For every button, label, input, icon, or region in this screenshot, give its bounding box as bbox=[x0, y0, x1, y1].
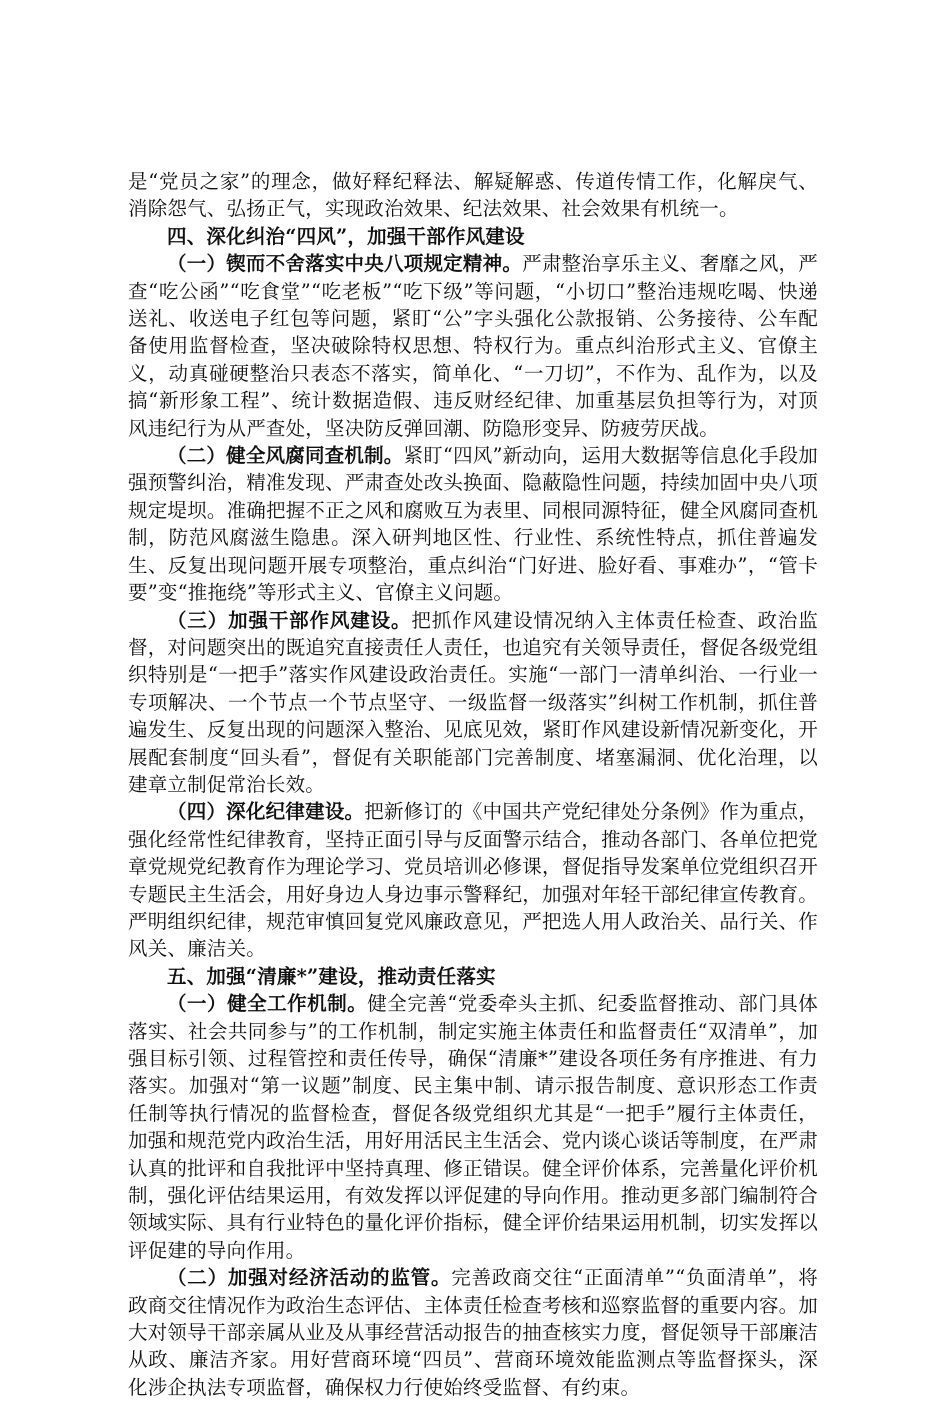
paragraph-lead: （二）加强对经济活动的监管。 bbox=[167, 1266, 452, 1290]
document-page bbox=[128, 168, 818, 1401]
paragraph-body: 健全完善“党委牵头主抓、纪委监督推动、部门具体落实、社会共同参与”的工作机制，制定实施主体责任和监督责任“双清单”，加强目标引领、过程管控和责任传导，确保“清廉*”建设各项任务有序推进、有力落实。加强对“第一议题”制度、民主集中制、请示报告制度、意识形态工作责任制等执行情况的监督检查，督促各级党组织尤其是“一把手”履行主体责任，加强和规范党内政治生活，用好用活民主生活会、党内谈心谈话等制度，在严肃认真的批评和自我批评中坚持真理、修正错误。健全评价体系，完善量化评价机制，强化评估结果运用，有效发挥以评促建的导向作用。推动更多部门编制符合领域实际、具有行业特色的量化评价指标，健全评价结果运用机制，切实发挥以评促建的导向作用。 bbox=[128, 992, 818, 1262]
paragraph-body: 严肃整治享乐主义、奢靡之风，严查“吃公函”“吃食堂”“吃老板”“吃下级”等问题，“小切口”整治违规吃喝、快递送礼、收送电子红包等问题，紧盯“公”字头强化公款报销、公务接待、公车配备使用监督检查，坚决破除特权思想、特权行为。重点纠治形式主义、官僚主义，动真碰硬整治只表态不落实，简单化、“一刀切”，不作为、乱作为，以及搞“新形象工程”、统计数据造假、违反财经纪律、加重基层负担等行为，对顶风违纪行为从严查处，坚决防反弹回潮、防隐形变异、防疲劳厌战。 bbox=[128, 252, 818, 440]
paragraph-lead: （四）深化纪律建设。 bbox=[167, 800, 365, 824]
paragraph-lead: （二）健全风腐同查机制。 bbox=[167, 444, 404, 468]
paragraph-body: 把新修订的《中国共产党纪律处分条例》作为重点，强化经常性纪律教育，坚持正面引导与反面警示结合，推动各部门、各单位把党章党规党纪教育作为理论学习、党员培训必修课，督促指导发案单位党组织召开专题民主生活会，用好身边人身边事示警释纪，加强对年轻干部纪律宣传教育。严明组织纪律，规范审慎回复党风廉政意见，严把选人用人政治关、品行关、作风关、廉洁关。 bbox=[128, 800, 818, 961]
paragraph-lead: （一）锲而不舍落实中央八项规定精神。 bbox=[167, 252, 523, 276]
paragraph-lead: （三）加强干部作风建设。 bbox=[167, 608, 412, 632]
paragraph-body: 完善政商交往“正面清单”“负面清单”，将政商交往情况作为政治生态评估、主体责任检查考核和巡察监督的重要内容。加大对领导干部亲属从业及从事经营活动报告的抽查核实力度，督促领导干部廉洁从政、廉洁齐家。用好营商环境“四员”、营商环境效能监测点等监督探头，深化涉企执法专项监督，确保权力行使始终受监督、有约束。 bbox=[128, 1266, 818, 1399]
section-heading-4: 四、深化纠治“四风”，加强干部作风建设 bbox=[167, 224, 525, 248]
paragraph-5-1 bbox=[128, 990, 818, 1264]
section-heading-5: 五、加强“清廉*”建设，推动责任落实 bbox=[167, 964, 496, 988]
paragraph-5-2 bbox=[128, 1264, 818, 1401]
paragraph-body: 紧盯“四风”新动向，运用大数据等信息化手段加强预警纠治，精准发现、严肃查处改头换面、隐蔽隐性问题，持续加固中央八项规定堤坝。准确把握不正之风和腐败互为表里、同根同源特征，健全风腐同查机制，防范风腐滋生隐患。深入研判地区性、行业性、系统性特点，抓住普遍发生、反复出现问题开展专项整治，重点纠治“门好进、脸好看、事难办”，“管卡要”变“推拖绕”等形式主义、官僚主义问题。 bbox=[128, 444, 818, 605]
paragraph-body: 把抓作风建设情况纳入主体责任检查、政治监督，对问题突出的既追究直接责任人责任，也追究有关领导责任，督促各级党组织特别是“一把手”落实作风建设政治责任。实施“一部门一清单纠治、一行业一专项解决、一个节点一个节点坚守、一级监督一级落实”纠树工作机制，抓住普遍发生、反复出现的问题深入整治、见底见效，紧盯作风建设新情况新变化，开展配套制度“回头看”，督促有关职能部门完善制度、堵塞漏洞、优化治理，以建章立制促常治长效。 bbox=[128, 608, 818, 796]
paragraph-4-1 bbox=[128, 250, 818, 442]
paragraph-4-2 bbox=[128, 442, 818, 606]
paragraph-4-3 bbox=[128, 607, 818, 799]
paragraph-lead: （一）健全工作机制。 bbox=[167, 992, 368, 1016]
paragraph-4-4 bbox=[128, 798, 818, 962]
intro-continuation: 是“党员之家”的理念，做好释纪释法、解疑解惑、传道传情工作，化解戾气、消除怨气、弘扬正气，实现政治效果、纪法效果、社会效果有机统一。 bbox=[128, 170, 818, 221]
